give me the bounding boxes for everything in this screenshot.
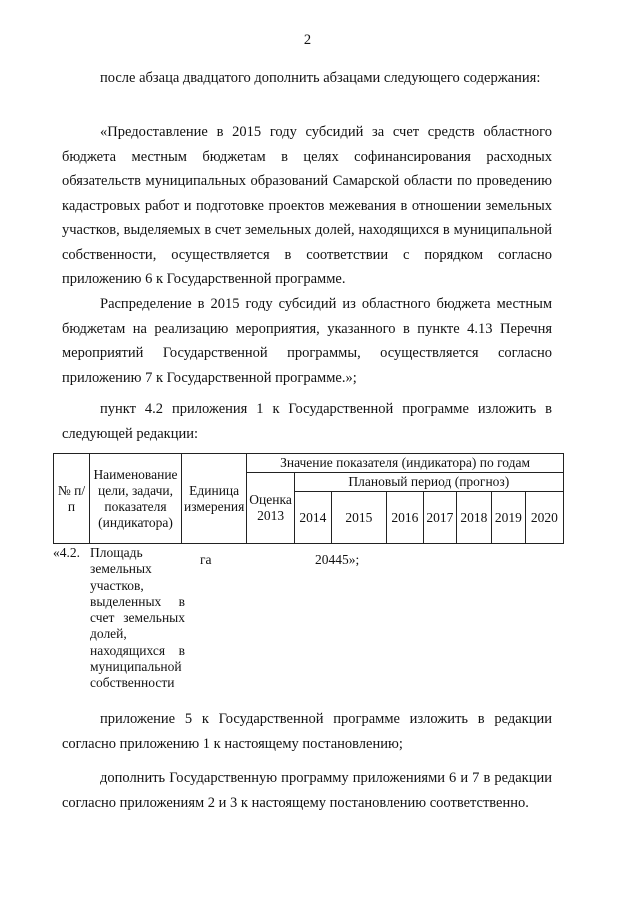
header-estimate: Оценка 2013 xyxy=(247,473,295,544)
header-name: Наименование цели, задачи, показателя (индикатора) xyxy=(90,454,182,544)
paragraph-2: «Предоставление в 2015 году субсидий за счет средств областного бюджета местным бюджетам в целях софинансирования расходных обязательств муниципальных образований Самарской области по проведению кадастровых работ и подготовке проектов межевания в отношении земельных участков, выделяемых в счет земельных долей, находящихся в муниципальной собственности, осуществляется в соответствии с порядком согласно приложению 6 к Государственной программе. xyxy=(62,124,552,287)
header-year: 2020 xyxy=(525,492,563,544)
header-plan-period: Плановый период (прогноз) xyxy=(294,473,563,492)
header-year: 2017 xyxy=(423,492,456,544)
row-num: «4.2. xyxy=(53,545,80,560)
row-name: Площадь земельных участков, выделенных в счет земельных долей, находящихся в муниципальной собственности xyxy=(90,545,185,691)
header-num: № п/п xyxy=(54,454,90,544)
header-values-group: Значение показателя (индикатора) по годам xyxy=(247,454,564,473)
row-unit: га xyxy=(200,552,212,567)
header-year: 2016 xyxy=(386,492,423,544)
paragraph-4: пункт 4.2 приложения 1 к Государственной программе изложить в следующей редакции: xyxy=(62,401,552,442)
paragraph-6: дополнить Государственную программу приложениями 6 и 7 в редакции согласно приложениям 2 и 3 к настоящему постановлению соответственно. xyxy=(62,770,552,811)
paragraph-1: после абзаца двадцатого дополнить абзацами следующего содержания: xyxy=(100,70,541,86)
header-year: 2014 xyxy=(294,492,331,544)
page-number: 2 xyxy=(303,32,312,48)
header-unit: Единица измерения xyxy=(182,454,247,544)
header-year: 2015 xyxy=(331,492,386,544)
paragraph-3: Распределение в 2015 году субсидий из областного бюджета местным бюджетам на реализацию мероприятия, указанного в пункте 4.13 Перечня мероприятий Государственной программы, осуществляется согласно приложению 7 к Государственной программе.»; xyxy=(62,296,552,386)
header-year: 2019 xyxy=(491,492,525,544)
paragraph-5: приложение 5 к Государственной программе изложить в редакции согласно приложению 1 к настоящему постановлению; xyxy=(62,711,552,752)
row-value: 20445»; xyxy=(315,552,360,567)
header-year: 2018 xyxy=(456,492,491,544)
indicator-table-header xyxy=(53,453,564,544)
